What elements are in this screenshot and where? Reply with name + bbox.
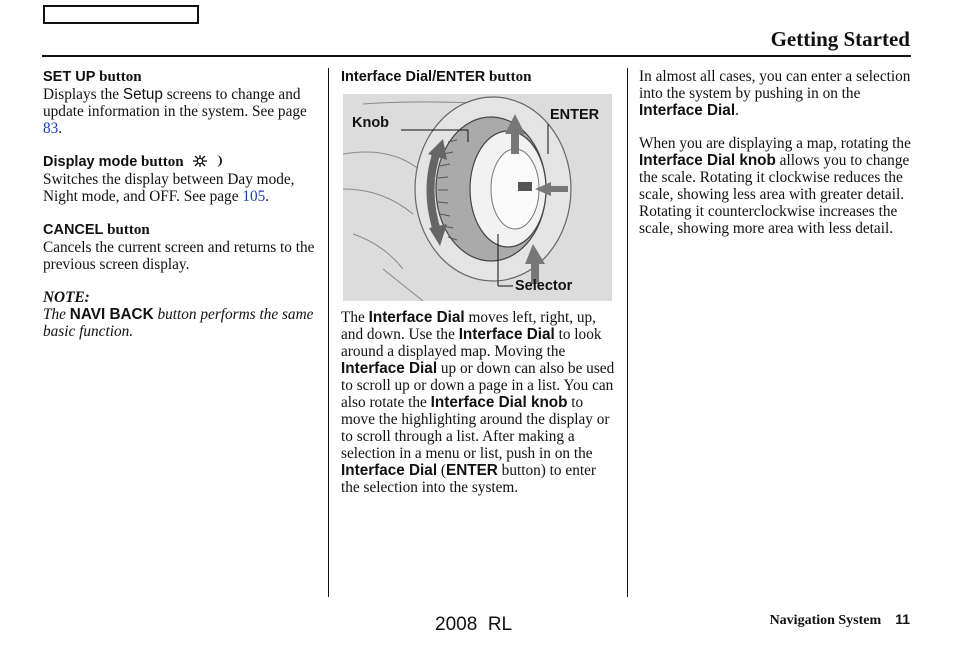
map-scale-text: When you are displaying a map, rotating the Interface Dial knob allows you to change the scale. Rotating it clockwise reduces the scale, showing less area with greater detail. Rotating it counterclockwise increases the scale, showing more area with less detail.: [639, 135, 911, 237]
note-text: The NAVI BACK button performs the same basic function.: [43, 306, 314, 340]
sun-icon: [191, 154, 209, 168]
figure-label-enter: ENTER: [550, 107, 600, 123]
column-middle: Interface Dial/ENTER button Knob ENTER Selector The Interface Dial moves left, right, up, and down. Use the Interface Dial to look around a displayed map. Moving the Interface Dial up or down can also be used to scroll up or down a page in a list. You can also rotate the Interface Dial knob to move the highlighting around the display or to scroll through a list. After making a selection in a menu or list, push in on the Interface Dial (ENTER button) to enter the selection into the system.: [341, 69, 615, 496]
column-divider-2: [627, 68, 628, 597]
setup-description: Displays the Setup screens to change and update information in the system. See page 83.: [43, 86, 307, 137]
page-link-105[interactable]: 105: [242, 188, 266, 205]
column-right: [639, 68, 914, 237]
column-left: [43, 68, 318, 352]
footer-section-title: Navigation System: [769, 613, 882, 628]
display-mode-section: Display mode button Switches the display between Day mode, Night mode, and OFF. See page 105.: [43, 153, 318, 205]
cancel-description: Cancels the current screen and returns to the previous screen display.: [43, 239, 315, 273]
moon-icon: [213, 154, 223, 168]
page-number: 11: [895, 611, 910, 627]
header-rule: [42, 55, 911, 57]
footer-section: [770, 611, 910, 629]
page-title: Getting Started: [770, 27, 910, 51]
setup-section: SET UP button Displays the Setup screens to change and update information in the system. See page 83.: [43, 68, 318, 137]
setup-heading: SET UP: [43, 69, 96, 85]
cancel-heading: CANCEL: [43, 222, 104, 238]
note-label: NOTE:: [43, 289, 90, 306]
footer-model: 2008 RL: [435, 614, 513, 635]
column-divider-1: [328, 68, 329, 597]
figure-label-knob: Knob: [352, 115, 390, 131]
interface-dial-description: The Interface Dial moves left, right, up, and down. Use the Interface Dial to look around a displayed map. Moving the Interface Dial up or down can also be used to scroll up or down a page in a list. You can also rotate the Interface Dial knob to move the highlighting around the display or to scroll through a list. After making a selection in a menu or list, push in on the Interface Dial (ENTER button) to enter the selection into the system.: [341, 309, 615, 496]
cancel-section: CANCEL button Cancels the current screen and returns to the previous screen display.: [43, 221, 318, 273]
interface-dial-heading: Interface Dial/ENTER: [341, 69, 486, 85]
display-mode-description: Switches the display between Day mode, Night mode, and OFF. See page 105.: [43, 171, 295, 205]
display-mode-heading: Display mode: [43, 154, 138, 170]
header-tab-box: [43, 5, 199, 24]
figure-label-selector: Selector: [515, 278, 573, 294]
enter-selection-text: In almost all cases, you can enter a selection into the system by pushing in on the Interface Dial.: [639, 68, 911, 119]
note-section: [43, 289, 318, 340]
interface-dial-figure: [343, 94, 612, 301]
page-link-83[interactable]: 83: [43, 120, 59, 137]
